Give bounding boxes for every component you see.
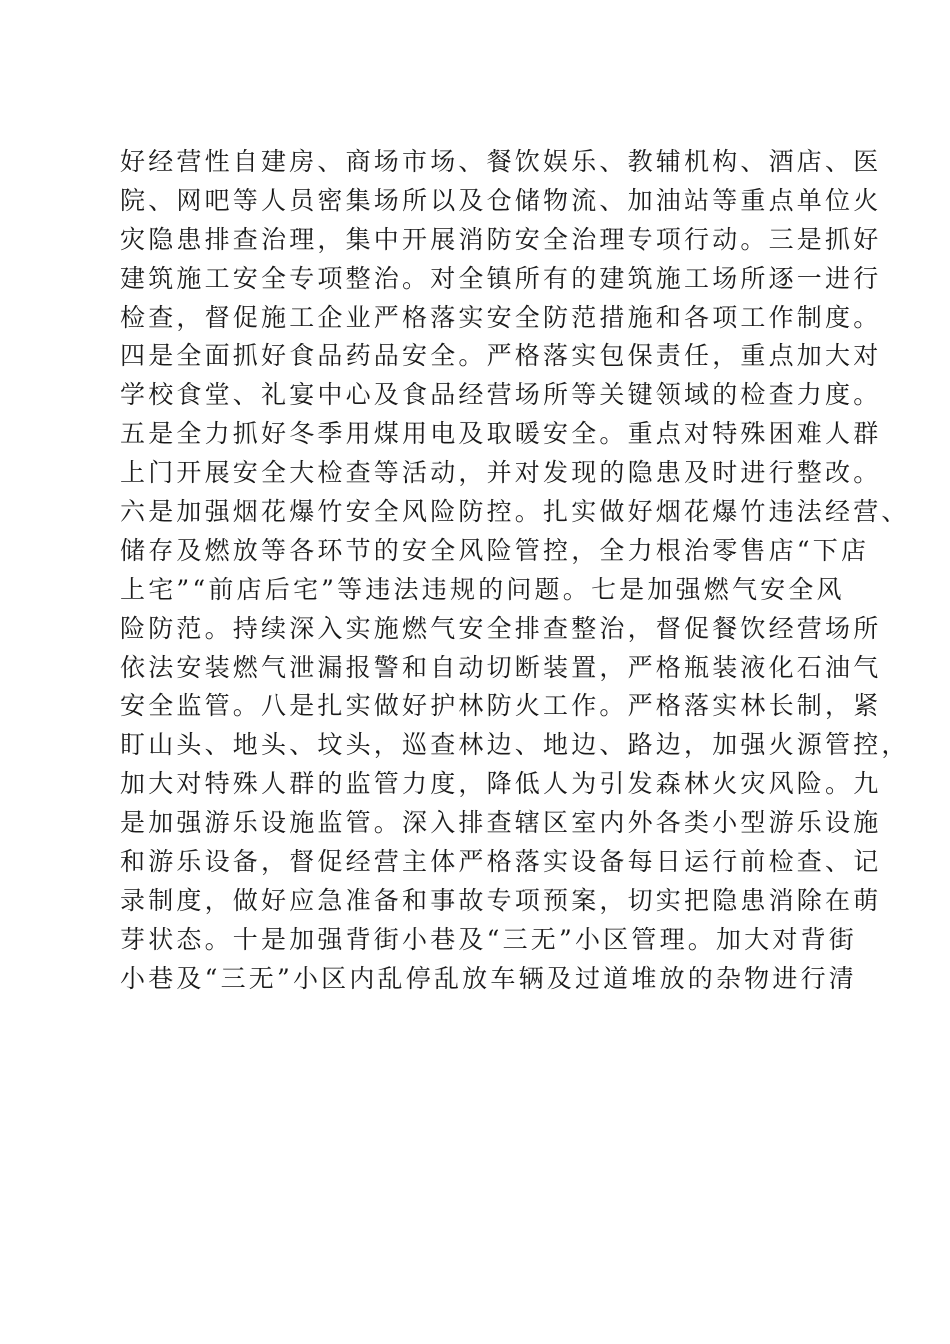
text-line: 六是加强烟花爆竹安全风险防控。扎实做好烟花爆竹违法经营、 xyxy=(120,497,910,527)
text-line: 五是全力抓好冬季用煤用电及取暖安全。重点对特殊困难人群 xyxy=(120,419,882,449)
text-line: 盯山头、地头、坟头，巡查林边、地边、路边，加强火源管控， xyxy=(120,730,910,760)
text-line: 上门开展安全大检查等活动，并对发现的隐患及时进行整改。 xyxy=(120,458,882,488)
text-line: 险防范。持续深入实施燃气安全排查整治，督促餐饮经营场所 xyxy=(120,613,882,643)
text-line: 和游乐设备，督促经营主体严格落实设备每日运行前检查、记 xyxy=(120,847,882,877)
text-line: 录制度，做好应急准备和事故专项预案，切实把隐患消除在萌 xyxy=(120,885,882,915)
text-line: 加大对特殊人群的监管力度，降低人为引发森林火灾风险。九 xyxy=(120,769,882,799)
text-line: 灾隐患排查治理，集中开展消防安全治理专项行动。三是抓好 xyxy=(120,224,882,254)
text-line: 安全监管。八是扎实做好护林防火工作。严格落实林长制，紧 xyxy=(120,691,882,721)
text-line: 检查，督促施工企业严格落实安全防范措施和各项工作制度。 xyxy=(120,302,882,332)
text-line: 储存及燃放等各环节的安全风险管控，全力根治零售店“下店 xyxy=(120,535,870,565)
text-line: 建筑施工安全专项整治。对全镇所有的建筑施工场所逐一进行 xyxy=(120,263,882,293)
text-line: 依法安装燃气泄漏报警和自动切断装置，严格瓶装液化石油气 xyxy=(120,652,882,682)
text-line: 小巷及“三无”小区内乱停乱放车辆及过道堆放的杂物进行清 xyxy=(120,963,857,993)
text-line: 上宅”“前店后宅”等违法违规的问题。七是加强燃气安全风 xyxy=(120,574,845,604)
body-text xyxy=(120,143,910,999)
text-line: 好经营性自建房、商场市场、餐饮娱乐、教辅机构、酒店、医 xyxy=(120,147,882,176)
text-line: 院、网吧等人员密集场所以及仓储物流、加油站等重点单位火 xyxy=(120,185,882,215)
text-line: 芽状态。十是加强背街小巷及“三无”小区管理。加大对背街 xyxy=(120,924,857,954)
text-line: 四是全面抓好食品药品安全。严格落实包保责任，重点加大对 xyxy=(120,341,882,371)
text-line: 是加强游乐设施监管。深入排查辖区室内外各类小型游乐设施 xyxy=(120,808,882,838)
text-line: 学校食堂、礼宴中心及食品经营场所等关键领域的检查力度。 xyxy=(120,380,882,410)
